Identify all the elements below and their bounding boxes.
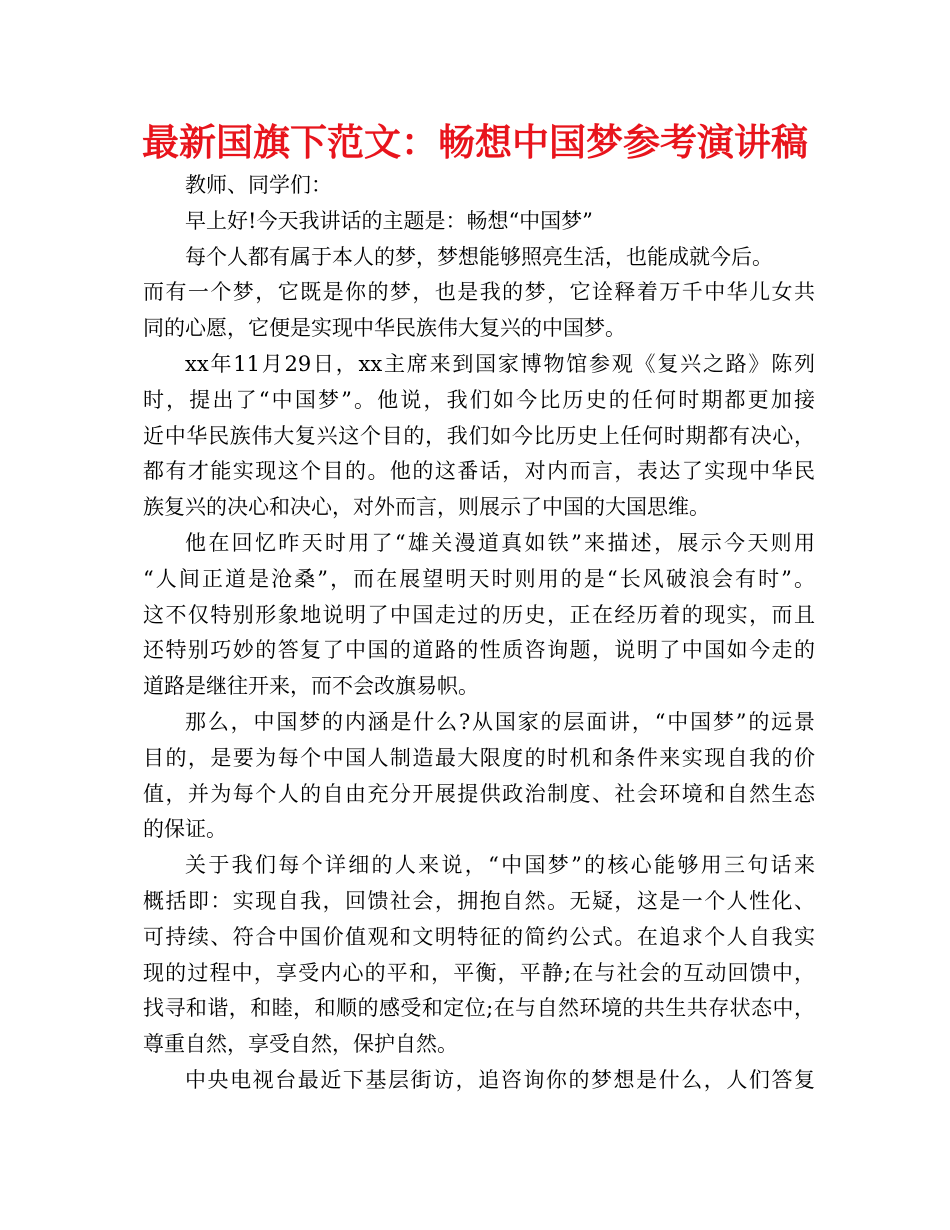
text-line: “人间正道是沧桑”，而在展望明天时则用的是“长风破浪会有时”。 — [143, 566, 815, 591]
text-line: 的保证。 — [143, 817, 227, 842]
text-line: 时，提出了“中国梦”。他说，我们如今比历史的任何时期都更加接 — [143, 387, 815, 412]
text-line: 现的过程中，享受内心的平和，平衡，平静;在与社会的互动回馈中， — [143, 960, 815, 985]
text-line: 族复兴的决心和决心，对外而言，则展示了中国的大国思维。 — [143, 495, 710, 520]
text-line: 教师、同学们： — [185, 173, 332, 197]
text-line: 找寻和谐，和睦，和顺的感受和定位;在与自然环境的共生共存状态中， — [143, 996, 815, 1021]
text-line: 他在回忆昨天时用了“雄关漫道真如铁”来描述，展示今天则用 — [185, 530, 815, 555]
text-line: 可持续、符合中国价值观和文明特征的简约公式。在追求个人自我实 — [143, 924, 815, 949]
text-line: 中央电视台最近下基层街访，追咨询你的梦想是什么，人们答复 — [185, 1067, 815, 1092]
text-line: 还特别巧妙的答复了中国的道路的性质咨询题，说明了中国如今走的 — [143, 638, 815, 663]
text-line: 道路是继往开来，而不会改旗易帜。 — [143, 674, 479, 699]
text-line: 目的，是要为每个中国人制造最大限度的时机和条件来实现自我的价 — [143, 745, 815, 770]
text-line: 近中华民族伟大复兴这个目的，我们如今比历史上任何时期都有决心， — [143, 423, 815, 448]
text-line: 早上好!今天我讲话的主题是：畅想“中国梦” — [185, 208, 593, 233]
text-line: 值，并为每个人的自由充分开展提供政治制度、社会环境和自然生态 — [143, 781, 815, 806]
text-line: 概括即：实现自我，回馈社会，拥抱自然。无疑，这是一个人性化、 — [143, 888, 815, 913]
document-title: 最新国旗下范文：畅想中国梦参考演讲稿 — [142, 121, 808, 164]
text-line: 每个人都有属于本人的梦，梦想能够照亮生活，也能成就今后。 — [185, 244, 773, 269]
text-line: 都有才能实现这个目的。他的这番话，对内而言，表达了实现中华民 — [143, 459, 815, 484]
document-body — [143, 168, 815, 1099]
text-line: 那么，中国梦的内涵是什么?从国家的层面讲，“中国梦”的远景 — [185, 709, 815, 734]
text-line: 尊重自然，享受自然，保护自然。 — [143, 1032, 458, 1057]
text-line: 同的心愿，它便是实现中华民族伟大复兴的中国梦。 — [143, 316, 626, 341]
text-line: 这不仅特别形象地说明了中国走过的历史，正在经历着的现实，而且 — [143, 602, 815, 627]
text-line: 而有一个梦，它既是你的梦，也是我的梦，它诠释着万千中华儿女共 — [143, 280, 815, 305]
text-line: 关于我们每个详细的人来说，“中国梦”的核心能够用三句话来 — [185, 853, 815, 878]
text-line: xx年11月29日，xx主席来到国家博物馆参观《复兴之路》陈列 — [185, 351, 815, 376]
